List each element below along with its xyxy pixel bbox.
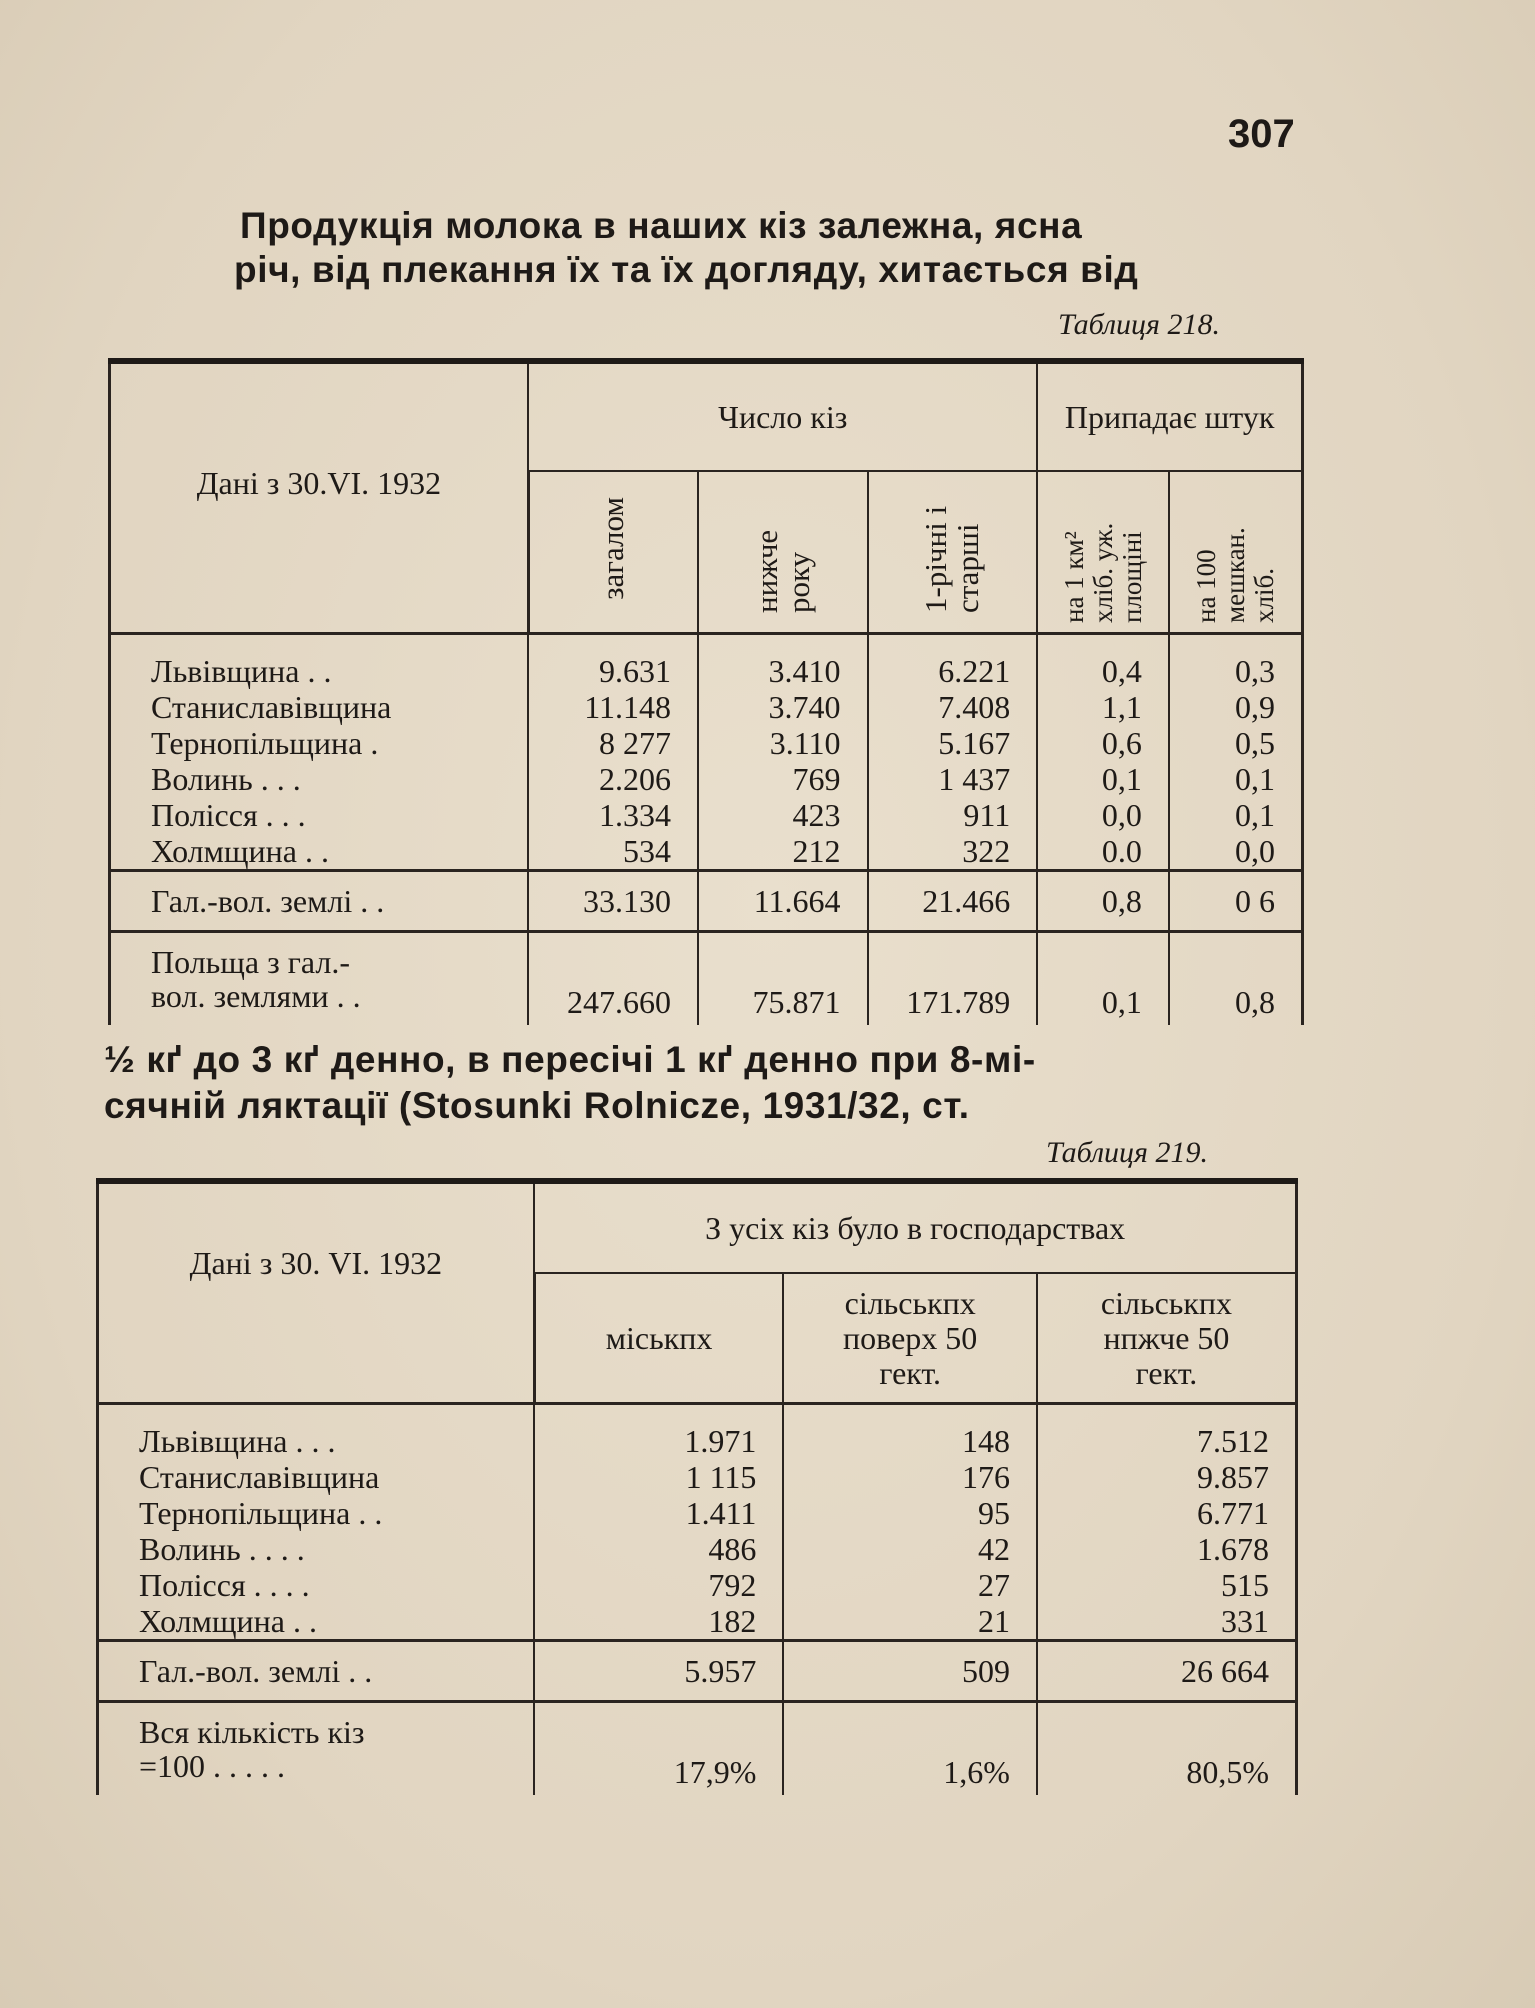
sum-row [98,1641,1297,1702]
table-cell: 0,8 [1169,932,1303,1026]
table-cell: 0,1 [1037,761,1169,797]
table-cell: 27 [783,1567,1037,1603]
row-label: Волинь . . . [110,761,529,797]
table-cell: 0,1 [1037,932,1169,1026]
row-label: Холмщина . . [98,1603,535,1641]
row-label: Холмщина . . [110,833,529,871]
table-caption-218: Таблиця 218. [1058,308,1220,341]
table-cell: 33.130 [528,871,698,932]
column-header: загалом [528,471,698,634]
column-header: міськпх [534,1273,783,1404]
table-cell: 0 6 [1169,871,1303,932]
table-row [98,1603,1297,1641]
paragraph-line: річ, від плекання їх та їх догляду, хитається від [234,249,1139,290]
table-cell: 6.221 [868,634,1038,690]
row-label: Львівщина . . . [98,1404,535,1460]
table-cell: 1 437 [868,761,1038,797]
table-cell: 0,4 [1037,634,1169,690]
table-cell: 11.148 [528,689,698,725]
table-cell: 212 [698,833,868,871]
table-cell: 7.408 [868,689,1038,725]
table-row [110,689,1303,725]
table-cell: 0,0 [1037,797,1169,833]
table-cell: 9.631 [528,634,698,690]
table-cell: 1 115 [534,1459,783,1495]
table-cell: 1,1 [1037,689,1169,725]
group-header: Припадає штук [1037,361,1302,471]
table-cell: 182 [534,1603,783,1641]
page-number: 307 [1228,112,1295,156]
column-header: на 1 км² хліб. уж. площіні [1037,471,1169,634]
table-cell: 21.466 [868,871,1038,932]
table-header-row [110,361,1303,471]
paragraph-line: сячній ляктації (Stosunki Rolnicze, 1931/32, ст. [104,1085,970,1126]
table-cell: 0,9 [1169,689,1303,725]
table-cell: 95 [783,1495,1037,1531]
table-row [110,725,1303,761]
stub-header: Дані з 30. VI. 1932 [98,1181,535,1404]
table-cell: 0,3 [1169,634,1303,690]
row-label: Тернопільщина . [110,725,529,761]
table-row [98,1459,1297,1495]
table-cell: 247.660 [528,932,698,1026]
row-label: Гал.-вол. землі . . [110,871,529,932]
row-label: Станиславівщина [110,689,529,725]
table-header-row [98,1181,1297,1273]
table-row [110,797,1303,833]
table-cell: 0,8 [1037,871,1169,932]
table-219 [96,1178,1298,1795]
column-header: 1-річні і старші [868,471,1038,634]
table-cell: 1.411 [534,1495,783,1531]
group-header: Число кіз [528,361,1037,471]
table-cell: 26 664 [1037,1641,1297,1702]
stub-header: Дані з 30.VI. 1932 [110,361,529,634]
table-cell: 2.206 [528,761,698,797]
sum-row [110,871,1303,932]
table-cell: 5.167 [868,725,1038,761]
table-cell: 792 [534,1567,783,1603]
row-label: Вся кількість кіз =100 . . . . . [98,1702,535,1796]
paragraph-line: Продукція молока в наших кіз залежна, ясна [240,205,1083,246]
column-header: нижче року [698,471,868,634]
table-cell: 486 [534,1531,783,1567]
table-cell: 1,6% [783,1702,1037,1796]
table-caption-219: Таблиця 219. [1046,1136,1208,1169]
group-header: З усіх кіз було в господарствах [534,1181,1296,1273]
column-header: сільськпх нпжче 50 гект. [1037,1273,1297,1404]
table-cell: 769 [698,761,868,797]
table-cell: 0.0 [1037,833,1169,871]
table-cell: 17,9% [534,1702,783,1796]
row-label: Волинь . . . . [98,1531,535,1567]
table-cell: 911 [868,797,1038,833]
table-cell: 423 [698,797,868,833]
table-row [110,761,1303,797]
table-cell: 176 [783,1459,1037,1495]
row-label: Львівщина . . [110,634,529,690]
table-row [110,634,1303,690]
table-cell: 3.110 [698,725,868,761]
row-label: Гал.-вол. землі . . [98,1641,535,1702]
table-row [110,833,1303,871]
table-cell: 75.871 [698,932,868,1026]
table-row [98,1495,1297,1531]
table-cell: 0,5 [1169,725,1303,761]
table-cell: 1.678 [1037,1531,1297,1567]
table-cell: 1.971 [534,1404,783,1460]
table-row [98,1531,1297,1567]
table-cell: 3.410 [698,634,868,690]
table-cell: 148 [783,1404,1037,1460]
table-218 [108,358,1304,1025]
table-cell: 3.740 [698,689,868,725]
table-row [98,1567,1297,1603]
table-body [98,1404,1297,1796]
paragraph-line: ½ кґ до 3 кґ денно, в пересічі 1 кґ денно при 8-мі- [104,1039,1036,1080]
row-label: Станиславівщина [98,1459,535,1495]
table-cell: 6.771 [1037,1495,1297,1531]
table-cell: 331 [1037,1603,1297,1641]
table-cell: 21 [783,1603,1037,1641]
column-header: сільськпх поверх 50 гект. [783,1273,1037,1404]
table-cell: 534 [528,833,698,871]
table-cell: 5.957 [534,1641,783,1702]
table-cell: 0,1 [1169,797,1303,833]
total-row [98,1702,1297,1796]
table-body [110,634,1303,1026]
table-cell: 322 [868,833,1038,871]
table-cell: 7.512 [1037,1404,1297,1460]
row-label: Полісся . . . [110,797,529,833]
table-cell: 1.334 [528,797,698,833]
paragraph-top [234,204,1139,292]
table-row [98,1404,1297,1460]
table-cell: 8 277 [528,725,698,761]
table-cell: 171.789 [868,932,1038,1026]
table-cell: 0,1 [1169,761,1303,797]
row-label: Польща з гал.- вол. землями . . [110,932,529,1026]
table-cell: 0,6 [1037,725,1169,761]
total-row [110,932,1303,1026]
table-cell: 0,0 [1169,833,1303,871]
column-header: на 100 мешкан. хліб. [1169,471,1303,634]
table-cell: 9.857 [1037,1459,1297,1495]
paragraph-middle [104,1038,1036,1128]
table-cell: 515 [1037,1567,1297,1603]
row-label: Тернопільщина . . [98,1495,535,1531]
table-cell: 509 [783,1641,1037,1702]
table-cell: 80,5% [1037,1702,1297,1796]
row-label: Полісся . . . . [98,1567,535,1603]
table-cell: 42 [783,1531,1037,1567]
table-cell: 11.664 [698,871,868,932]
